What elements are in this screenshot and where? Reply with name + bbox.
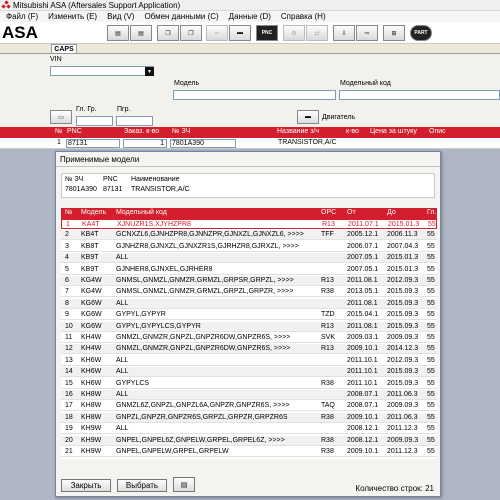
grid-cell-main: 55 — [427, 356, 435, 364]
grid-cell-model: KH9W — [81, 425, 102, 433]
grid-col-opc[interactable]: OPC — [321, 209, 337, 216]
grid-cell-model: KA4T — [82, 221, 100, 228]
grid-cell-from: 2009.03.1 — [347, 334, 379, 341]
grid-cell-to: 2009.09.3 — [387, 402, 419, 410]
grid-cell-main: 55 — [427, 448, 435, 455]
grid-cell-opc: R38 — [321, 379, 334, 387]
grid-cell-main: 55 — [427, 265, 435, 273]
grid-cell-num: 3 — [65, 242, 69, 250]
col-part-no[interactable]: № ЗЧ — [172, 128, 191, 135]
grid-cell-to: 2015.09.3 — [387, 322, 419, 330]
menu-edit[interactable]: Изменить (E) — [48, 12, 98, 21]
title-bar — [0, 0, 500, 11]
grid-cell-num: 12 — [65, 345, 73, 353]
menu-data-exchange[interactable]: Обмен данными (C) — [144, 12, 219, 21]
grid-cell-opc: R13 — [321, 277, 334, 284]
model-input[interactable] — [173, 90, 336, 100]
grid-cell-num: 1 — [66, 221, 70, 228]
grid-cell-opc: TFF — [321, 231, 334, 239]
grid-cell-model-code: GCNXZL6,GJNHZPR8,GJNNZPR,GJNXZL,GJNXZL6, >>>> — [116, 231, 304, 239]
info-pnc: 87131 — [103, 186, 123, 193]
grid-cell-model-code: GNPZL,GNPZR,GNPZR6S,GRPZL,GRPZR,GRPZR6S — [116, 413, 288, 421]
table-row[interactable] — [61, 310, 437, 320]
grid-cell-from: 2011.10.1 — [347, 379, 378, 387]
vin-input[interactable] — [50, 66, 154, 76]
grid-cell-num: 10 — [65, 322, 73, 330]
table-row[interactable] — [61, 413, 437, 423]
grid-col-from[interactable]: От — [347, 209, 356, 216]
grid-cell-num: 20 — [65, 436, 73, 444]
grid-cell-model-code: GNMZL,GNMZR,GNPZL,GNPZR6DW,GNPZR6S, >>>> — [116, 334, 291, 341]
grid-cell-model: KH6W — [81, 379, 102, 387]
grid-cell-model-code: ALL — [116, 391, 129, 398]
grid-cell-num: 13 — [65, 356, 73, 364]
grid-cell-num: 16 — [65, 391, 73, 398]
grid-cell-from: 2013.05.1 — [347, 288, 379, 296]
grid-cell-to: 2014.12.3 — [387, 345, 419, 353]
grid-cell-num: 2 — [65, 231, 69, 239]
grid-cell-opc: R13 — [321, 322, 334, 330]
grid-cell-model: KH8W — [81, 391, 102, 398]
grid-col-main[interactable]: Гл. — [427, 209, 437, 216]
grid-cell-model-code: GNMZL6Z,GNPZL,GNPZL6A,GNPZR,GNPZR6S, >>>> — [116, 402, 290, 410]
grid-cell-num: 19 — [65, 425, 73, 433]
menu-file[interactable]: Файл (F) — [6, 12, 39, 21]
grid-cell-model-code: GNMSL,GNMZL,GNMZR,GRMZL,GRPSR,GRPZL, >>>> — [116, 277, 294, 284]
mitsubishi-logo-icon — [2, 1, 10, 9]
table-row[interactable] — [61, 379, 437, 389]
grid-cell-from: 2011.08.1 — [347, 299, 378, 307]
grid-cell-model: KB9T — [81, 265, 99, 273]
grid-cell-to: 2006.11.3 — [387, 231, 418, 239]
grid-cell-num: 17 — [65, 402, 73, 410]
grid-cell-from: 2011.08.1 — [347, 277, 378, 284]
table-row[interactable] — [61, 219, 437, 229]
grid-cell-to: 2015.01.3 — [388, 221, 420, 228]
grid-cell-model-code: GNPEL,GNPELW,GRPEL,GRPELW — [116, 448, 229, 455]
grid-cell-to: 2011.06.3 — [387, 391, 418, 398]
grid-cell-main: 55 — [427, 391, 435, 398]
table-row[interactable] — [61, 287, 437, 297]
grid-cell-num: 21 — [65, 448, 73, 455]
grid-cell-main: 55 — [427, 334, 435, 341]
table-row[interactable] — [61, 356, 437, 366]
print-preview-icon[interactable]: ▤ — [130, 25, 152, 41]
table-row[interactable] — [61, 322, 437, 332]
row-count-label: Количество строк: 21 — [355, 484, 434, 493]
sub-group-label: Пгр. — [117, 106, 131, 113]
cart-icon[interactable]: ⊞ — [383, 25, 405, 41]
grid-cell-main: 55 — [427, 277, 435, 284]
grid-cell-main: 55 — [428, 221, 436, 228]
grid-cell-model: KH8W — [81, 402, 102, 410]
vin-dropdown-icon[interactable]: ▼ — [145, 67, 154, 76]
info-pnc-label: PNC — [103, 176, 118, 183]
main-group-label: Гл. Гр. — [76, 106, 97, 113]
models-grid-header — [61, 208, 437, 219]
grid-cell-num: 4 — [65, 254, 69, 262]
grid-cell-to: 2015.01.3 — [387, 254, 419, 262]
grid-cell-to: 2012.09.3 — [387, 356, 419, 364]
grid-cell-model: KG6W — [81, 311, 102, 319]
grid-cell-from: 2006.07.1 — [347, 242, 379, 250]
grid-cell-to: 2015.09.3 — [387, 311, 419, 319]
car-icon[interactable]: ▬ — [229, 25, 251, 41]
grid-cell-main: 55 — [427, 402, 435, 410]
row-num: 1 — [57, 139, 61, 146]
grid-cell-from: 2007.05.1 — [347, 265, 379, 273]
grid-cell-to: 2012.09.3 — [387, 277, 419, 284]
grid-cell-model-code: ALL — [116, 425, 129, 433]
grid-cell-to: 2015.09.3 — [387, 288, 419, 296]
parts-table-row[interactable] — [0, 138, 500, 149]
table-row[interactable] — [61, 436, 437, 446]
model-code-label: Модельный код — [340, 80, 391, 87]
grid-cell-from: 2008.12.1 — [347, 436, 379, 444]
grid-cell-to: 2011.12.3 — [387, 425, 418, 433]
grid-cell-from: 2005.12.1 — [347, 231, 379, 239]
grid-cell-from: 2008.07.1 — [347, 391, 379, 398]
grid-cell-to: 2015.09.3 — [387, 368, 419, 376]
grid-cell-main: 55 — [427, 322, 435, 330]
col-description[interactable]: Опис — [429, 128, 446, 135]
table-row[interactable] — [61, 390, 437, 400]
grid-cell-to: 2015.09.3 — [387, 379, 419, 387]
grid-cell-model-code: ALL — [116, 368, 129, 376]
table-row[interactable] — [61, 265, 437, 275]
grid-cell-model-code: ALL — [116, 356, 129, 364]
grid-cell-to: 2007.04.3 — [387, 242, 419, 250]
table-row[interactable] — [61, 367, 437, 377]
grid-cell-model-code: GNPEL,GNPEL6Z,GNPELW,GRPEL,GRPEL6Z, >>>> — [116, 436, 285, 444]
grid-cell-from: 2008.12.1 — [347, 425, 379, 433]
print-icon[interactable]: ▤ — [173, 477, 195, 492]
close-button[interactable]: Закрыть — [61, 479, 111, 492]
table-row[interactable] — [61, 424, 437, 434]
menu-view[interactable]: Вид (V) — [107, 12, 135, 21]
table-row[interactable] — [61, 447, 437, 457]
col-qty[interactable]: к-во — [346, 128, 359, 135]
grid-cell-model: KG6W — [81, 299, 102, 307]
grid-cell-main: 55 — [427, 379, 435, 387]
engine-car-icon[interactable]: ▬ — [297, 110, 319, 124]
row-order-qty[interactable]: 1 — [123, 139, 167, 148]
grid-cell-model-code: XJNUZR1S,XJYHZPR8 — [117, 221, 191, 228]
grid-cell-opc: SVK — [321, 334, 336, 341]
grid-cell-from: 2011.07.1 — [348, 221, 379, 228]
grid-cell-from: 2011.10.1 — [347, 356, 378, 364]
grid-cell-model-code: GYPYL,GYPYLCS,GYPYR — [116, 322, 201, 330]
info-part-no: 7801A390 — [65, 186, 97, 193]
grid-cell-model: KB8T — [81, 242, 99, 250]
grid-cell-to: 2011.06.3 — [387, 413, 418, 421]
applicable-models-dialog — [55, 151, 441, 497]
copy-icon[interactable]: ❐ — [157, 25, 179, 41]
grid-cell-num: 9 — [65, 311, 69, 319]
grid-cell-to: 2015.01.3 — [387, 265, 419, 273]
table-row[interactable] — [61, 242, 437, 252]
grid-cell-model: KH6W — [81, 368, 102, 376]
export-icon[interactable]: ⇨ — [356, 25, 378, 41]
grid-col-to[interactable]: До — [387, 209, 396, 216]
grid-cell-model-code: GYPYLCS — [116, 379, 150, 387]
grid-col-num[interactable]: № — [65, 209, 73, 216]
group-select-icon[interactable]: ▭ — [50, 110, 72, 124]
col-pnc[interactable]: PNC — [67, 128, 82, 135]
table-row[interactable] — [61, 230, 437, 240]
grid-cell-from: 2009.10.1 — [347, 448, 379, 455]
vin-label: VIN — [50, 56, 62, 63]
grid-cell-opc: TZD — [321, 311, 335, 319]
grid-cell-from: 2011.08.1 — [347, 322, 378, 330]
grid-cell-to: 2009.09.3 — [387, 334, 419, 341]
grid-cell-num: 7 — [65, 288, 69, 296]
grid-cell-main: 55 — [427, 288, 435, 296]
grid-cell-model: KH6W — [81, 356, 102, 364]
grid-cell-model: KG4W — [81, 288, 102, 296]
import-icon[interactable]: ⇩ — [333, 25, 355, 41]
grid-cell-model-code: GNMSL,GNMZL,GNMZR,GRMZL,GRPZL,GRPZR, >>>> — [116, 288, 294, 296]
grid-cell-main: 55 — [427, 242, 435, 250]
row-pnc[interactable]: 87131 — [66, 139, 120, 148]
info-name-label: Наименование — [131, 176, 180, 183]
info-name: TRANSISTOR,A/C — [131, 186, 190, 193]
grid-cell-opc: R38 — [321, 448, 334, 455]
col-part-name[interactable]: Название з/ч — [277, 128, 320, 135]
grid-cell-model-code: ALL — [116, 299, 129, 307]
grid-cell-model: KG4W — [81, 277, 102, 284]
menu-bar — [0, 11, 500, 22]
grid-cell-model-code: GJNHZR8,GJNXZL,GJNXZR1S,GJRHZR8,GJRXZL, >>>> — [116, 242, 299, 250]
table-row[interactable] — [61, 333, 437, 343]
grid-cell-opc: R13 — [321, 345, 334, 353]
grid-cell-num: 14 — [65, 368, 73, 376]
menu-help[interactable]: Справка (H) — [280, 12, 326, 21]
grid-cell-num: 18 — [65, 413, 73, 421]
grid-cell-to: 2015.09.3 — [387, 299, 419, 307]
grid-cell-model: KH4W — [81, 345, 102, 353]
dialog-divider — [56, 166, 440, 167]
models-grid — [61, 219, 437, 459]
grid-cell-model: KH9W — [81, 448, 102, 455]
pnc-search-button[interactable]: PNC — [256, 25, 278, 41]
grid-cell-from: 2007.05.1 — [347, 254, 379, 262]
grid-cell-main: 55 — [427, 254, 435, 262]
grid-cell-model: KB9T — [81, 254, 99, 262]
select-button[interactable]: Выбрать — [117, 479, 167, 492]
grid-cell-model: KB4T — [81, 231, 99, 239]
dialog-title: Применимые модели — [60, 155, 140, 164]
row-part-name: TRANSISTOR,A/C — [278, 139, 337, 146]
col-order-qty[interactable]: Заказ. к-во — [124, 128, 160, 135]
grid-cell-num: 8 — [65, 299, 69, 307]
grid-cell-main: 55 — [427, 231, 435, 239]
table-row[interactable] — [61, 344, 437, 354]
grid-cell-from: 2015.04.1 — [347, 311, 379, 319]
grid-cell-num: 5 — [65, 265, 69, 273]
pnc-part-icon[interactable]: PART — [410, 25, 432, 41]
grid-col-model[interactable]: Модель — [81, 209, 107, 216]
back-arrow-icon[interactable]: ⇦ — [206, 25, 228, 41]
grid-cell-model: KG6W — [81, 322, 102, 330]
grid-cell-main: 55 — [427, 345, 435, 353]
grid-cell-main: 55 — [427, 436, 435, 444]
table-row[interactable] — [61, 276, 437, 286]
main-group-input[interactable] — [76, 116, 113, 126]
part-icon[interactable]: ⚙ — [283, 25, 305, 41]
engine-label: Двигатель — [322, 114, 356, 121]
grid-cell-main: 55 — [427, 413, 435, 421]
grid-cell-num: 15 — [65, 379, 73, 387]
grid-cell-num: 6 — [65, 277, 69, 284]
window-title: Mitsubishi ASA (Aftersales Support Application) — [13, 0, 181, 10]
print-icon[interactable]: ▤ — [107, 25, 129, 41]
exchange-icon[interactable]: ⇄ — [306, 25, 328, 41]
paste-icon[interactable]: ❐ — [180, 25, 202, 41]
col-unit-price[interactable]: Цена за штуку — [370, 128, 417, 135]
info-part-no-label: № ЗЧ — [65, 176, 84, 183]
grid-cell-model: KH4W — [81, 334, 102, 341]
grid-cell-opc: R38 — [321, 413, 334, 421]
grid-col-model-code[interactable]: Модельный код — [116, 209, 167, 216]
menu-data[interactable]: Данные (D) — [228, 12, 271, 21]
grid-cell-main: 55 — [427, 311, 435, 319]
grid-cell-opc: R38 — [321, 436, 334, 444]
grid-cell-from: 2009.10.1 — [347, 413, 379, 421]
part-info-box — [61, 173, 435, 198]
grid-cell-from: 2008.07.1 — [347, 402, 379, 410]
table-row[interactable] — [61, 401, 437, 411]
parts-table-header — [0, 127, 500, 138]
row-part-no[interactable]: 7801A390 — [170, 139, 236, 148]
grid-cell-from: 2011.10.1 — [347, 368, 378, 376]
grid-cell-main: 55 — [427, 368, 435, 376]
grid-cell-to: 2009.09.3 — [387, 436, 419, 444]
sub-group-input[interactable] — [116, 116, 153, 126]
grid-cell-main: 55 — [427, 299, 435, 307]
table-row[interactable] — [61, 253, 437, 263]
model-code-input[interactable] — [339, 90, 500, 100]
grid-cell-model: KH8W — [81, 413, 102, 421]
grid-cell-model-code: GNMZL,GNMZR,GNPZL,GNPZR6DW,GNPZR6S, >>>> — [116, 345, 291, 353]
model-label: Модель — [174, 80, 200, 87]
grid-cell-num: 11 — [65, 334, 73, 341]
grid-cell-model-code: GJNHER8,GJNXEL,GJRHER8 — [116, 265, 213, 273]
grid-cell-from: 2009.10.1 — [347, 345, 379, 353]
grid-cell-opc: R38 — [321, 288, 334, 296]
col-num[interactable]: № — [55, 128, 63, 135]
tab-caps[interactable]: CAPS — [51, 44, 77, 54]
table-row[interactable] — [61, 299, 437, 309]
grid-cell-model: KH9W — [81, 436, 102, 444]
grid-cell-model-code: ALL — [116, 254, 129, 262]
brand-logo: ASA — [2, 23, 38, 42]
grid-cell-main: 55 — [427, 425, 435, 433]
grid-cell-opc: R13 — [322, 221, 335, 228]
grid-cell-model-code: GYPYL,GYPYR — [116, 311, 166, 319]
grid-cell-opc: TAQ — [321, 402, 335, 410]
grid-cell-to: 2011.12.3 — [387, 448, 418, 455]
